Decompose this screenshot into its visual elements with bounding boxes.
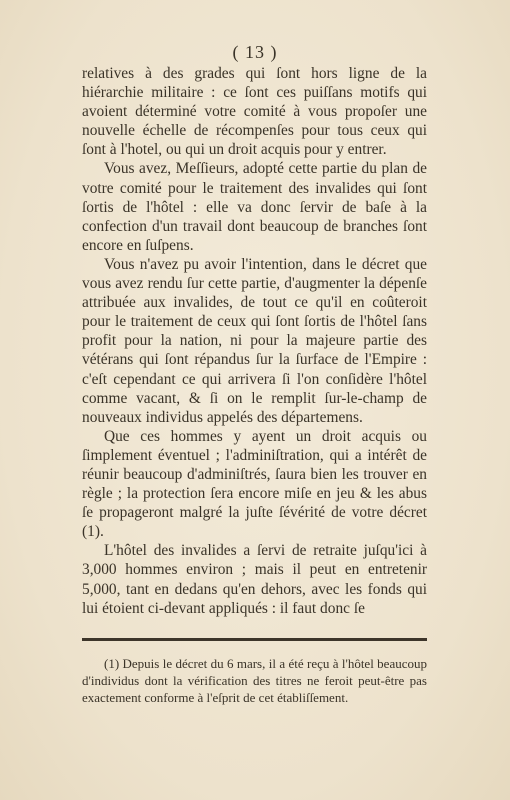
paragraph-4: Que ces hommes y ayent un droit acquis ou ſimplement éventuel ; l'adminiſtration, qui a intérêt de réunir beaucoup d'adminiſtrés, ſaura bien les trouver en règle ; la protection ſera encore miſe en jeu & les abus ſe propageront malgré la juſte ſévérité de votre décret (1). xyxy=(82,427,427,541)
page-number: ( 13 ) xyxy=(232,42,278,62)
body-text xyxy=(82,64,427,618)
paragraph-2: Vous avez, Meſſieurs, adopté cette partie du plan de votre comité pour le traitement des invalides qui ſont ſortis de l'hôtel : elle va donc ſervir de baſe à la confection d'un travail dont beaucoup de branches ſont encore en ſuſpens. xyxy=(82,160,427,254)
footnote-divider xyxy=(82,638,427,641)
footnote-text: (1) Depuis le décret du 6 mars, il a été reçu à l'hôtel beaucoup d'individus dont la vérification des titres ne feroit peut-être pas exactement conforme à l'eſprit de cet établiſſement. xyxy=(82,656,427,705)
paragraph-5: L'hôtel des invalides a ſervi de retraite juſqu'ici à 3,000 hommes environ ; mais il peut en entretenir 5,000, tant en dedans qu'en dehors, avec les fonds qui lui étoient ci-devant appliqués : il faut donc ſe xyxy=(82,542,427,617)
paragraph-3: Vous n'avez pu avoir l'intention, dans le décret que vous avez rendu ſur cette partie, d'augmenter la dépenſe attribuée aux invalides, de tout ce qu'il en coûteroit pour le traitement de ceux qui ſont ſortis de l'hôtel ſans profit pour la nation, ni pour la majeure partie des vétérans qui ſont répandus ſur la ſurface de l'Empire : c'eſt cependant ce qui arrivera ſi l'on conſidère l'hôtel comme vacant, & ſi on le remplit ſur-le-champ de nouveaux individus appelés des départemens. xyxy=(82,255,427,426)
footnote xyxy=(82,655,427,706)
paragraph-1: relatives à des grades qui ſont hors ligne de la hiérarchie militaire : ce ſont ces puiſſans motifs qui avoient déterminé votre comité à vous propoſer une nouvelle échelle de récompenſes pour tous ceux qui ſont à l'hotel, ou qui un droit acquis pour y entrer. xyxy=(82,65,427,159)
